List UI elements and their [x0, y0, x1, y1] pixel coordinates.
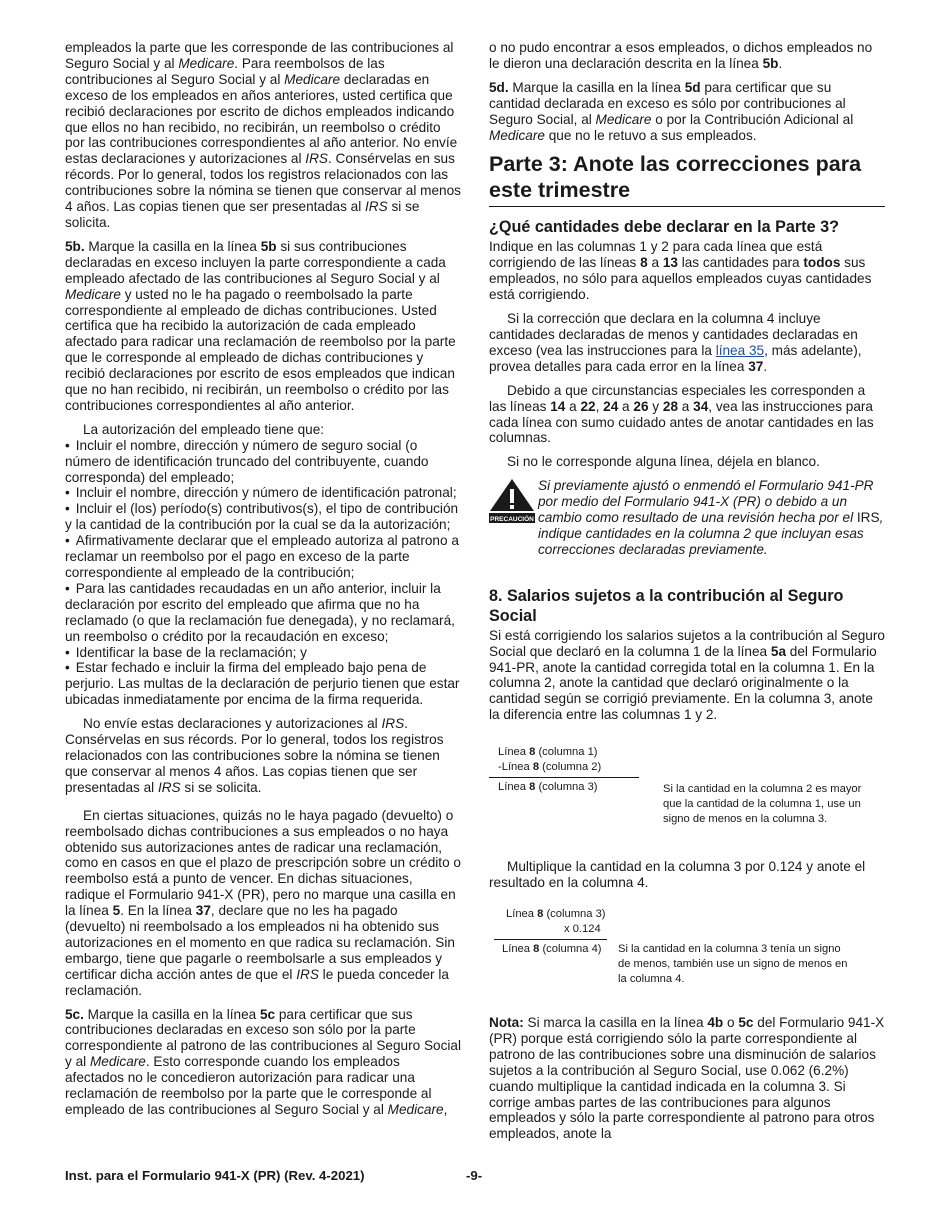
formula-columna-4: Línea 8 (columna 3) x 0.124 Línea 8 (columna 4) Si la cantidad en la columna 3 tenía un signo de menos, también use un signo de menos en la columna 4.	[489, 897, 885, 1015]
link-linea-35[interactable]: línea 35	[715, 342, 765, 358]
formula-columna-3: Línea 8 (columna 1) -Línea 8 (columna 2) Línea 8 (columna 3) Si la cantidad en la columna 2 es mayor que la cantidad de la columna 1, use un signo de menos en la columna 3.	[489, 737, 885, 847]
list-item: • Incluir el (los) período(s) contributivos(s), el tipo de contribución y la cantidad de la contribución por la cual se da la autorización;	[65, 501, 461, 533]
formula-note: Si la cantidad en la columna 2 es mayor que la cantidad de la columna 1, use un signo de menos en la columna 3.	[663, 783, 862, 826]
section-8-heading: 8. Salarios sujetos a la contribución al Seguro Social	[489, 586, 844, 625]
paragraph-salarios: Si está corrigiendo los salarios sujetos a la contribución al Seguro Social que declaró en la columna 1 de la línea 5a del Formulario 941-PR, anote la cantidad corregida total en la columna 1. En la columna 2, anote la cantidad que declaró originalmente o la cantidad según se corrigió previamente. En la columna 3, anote la diferencia entre las columnas 1 y 2.	[489, 627, 885, 723]
paragraph-circunstancias: Debido a que circunstancias especiales les corresponden a las líneas 14 a 22, 24 a 26 y 28 a 34, vea las instrucciones para cada línea con sumo cuidado antes de anotar cantidades en las columnas.	[489, 382, 874, 446]
left-column	[65, 40, 461, 1126]
paragraph-5c: 5c. Marque la casilla en la línea 5c para certificar que sus contribuciones declaradas en exceso son sólo por la parte correspondiente al patrono de las contribuciones al Seguro Social y al Medicare. Esto corresponde cuando los empleados afectados no le concedieron autorización para radicar una reclamación de reembolso por la parte que le corresponde al empleado de las contribuciones al Seguro Social y al Medicare,	[65, 1006, 461, 1117]
footer-form-title: Inst. para el Formulario 941-X (PR) (Rev. 4-2021)	[65, 1168, 365, 1183]
list-item: • Incluir el nombre, dirección y número de seguro social (o número de identificación truncado del contribuyente, cuando corresponda) del empleado;	[65, 438, 461, 486]
list-item: • Estar fechado e incluir la firma del empleado bajo pena de perjurio. Las multas de la declaración de perjurio tienen que estar ubicadas inmediatamente por encima de la firma requerida.	[65, 660, 461, 708]
paragraph-columnas: Indique en las columnas 1 y 2 para cada línea que está corrigiendo de las líneas 8 a 13 las cantidades para todos sus empleados, no sólo para aquellos empleados cuyas cantidades está corrigiendo.	[489, 239, 872, 303]
list-item: • Para las cantidades recaudadas en un año anterior, incluir la declaración por escrito del empleado que afirma que no ha reclamado (o que la reclamación fue denegada), y no reclamará, un reembolso o crédito por la recaudación en exceso;	[65, 581, 461, 645]
caution-note: PRECAUCIÓN Si previamente ajustó o enmendó el Formulario 941-PR por medio del Formulario 941-X (PR) o debido a un cambio como resultado de una revisión hecha por el IRS, indique cantidades en la columna 2 que incluyan esas correcciones declaradas previamente.	[490, 478, 884, 557]
paragraph-5b-cont: o no pudo encontrar a esos empleados, o dichos empleados no le dieron una declaración descrita en la línea 5b.	[489, 40, 873, 71]
paragraph-en-blanco: Si no le corresponde alguna línea, déjela en blanco.	[507, 454, 820, 470]
authorization-list	[65, 438, 461, 708]
paragraph-reembolsos: empleados la parte que les corresponde de las contribuciones al Seguro Social y al Medicare. Para reembolsos de las contribuciones al Seguro Social y al Medicare declaradas en exceso de los empleados en años anteriores, usted certifica que recibió declaraciones por escrito de dichos empleados indicando que ellos no han recibido, no recibirán, un reembolso o crédito por las contribuciones correspondientes al año anterior. No envíe estas declaraciones y autorizaciones al IRS. Consérvelas en sus récords. Por lo general, todos los registros relacionados con las contribuciones sobre la nómina se tienen que conservar al menos 4 años. Las copias tienen que ser presentadas al IRS si se solicita.	[65, 40, 461, 230]
paragraph-autorizacion: La autorización del empleado tiene que:	[83, 421, 325, 437]
question-heading: ¿Qué cantidades debe declarar en la Parte 3?	[489, 218, 839, 237]
part3-heading: Parte 3: Anote las correcciones para este trimestre	[489, 151, 885, 207]
caution-label: PRECAUCIÓN	[490, 516, 534, 524]
paragraph-5b: 5b. Marque la casilla en la línea 5b si sus contribuciones declaradas en exceso incluyen la parte correspondiente a cada empleado afectado de las contribuciones al Seguro Social y al Medicare y usted no le ha pagado o reembolsado la parte correspondiente al empleado de dichas contribuciones. Usted certifica que ha recibido la autorización de cada empleado afectado para radicar una reclamación de reembolso por la parte que le corresponde al empleado de dichas contribuciones y recibió declaraciones por escrito de esos empleados que indican que no han recibido, ni recibirán, un reembolso o crédito por las contribuciones correspondientes al año anterior.	[65, 238, 456, 413]
formula-note: Si la cantidad en la columna 3 tenía un signo de menos, también use un signo de menos en la columna 4.	[618, 943, 848, 985]
list-item: • Identificar la base de la reclamación; y	[65, 645, 461, 661]
list-item: • Incluir el nombre, dirección y número de identificación patronal;	[65, 485, 461, 501]
paragraph-multiplique: Multiplique la cantidad en la columna 3 por 0.124 y anote el resultado en la columna 4.	[489, 859, 866, 891]
paragraph-no-envie: No envíe estas declaraciones y autorizaciones al IRS. Consérvelas en sus récords. Por lo general, todos los registros relacionados con las contribuciones sobre la nómina se tienen que conservar al menos 4 años. Las copias tienen que ser presentadas al IRS si se solicita.	[65, 716, 444, 795]
paragraph-5d: 5d. Marque la casilla en la línea 5d para certificar que su cantidad declarada en exceso es sólo por contribuciones al Seguro Social, al Medicare o por la Contribución Adicional al Medicare que no le retuvo a sus empleados.	[489, 79, 854, 143]
paragraph-situaciones: En ciertas situaciones, quizás no le haya pagado (devuelto) o reembolsado dichas contribuciones a sus empleados o no haya obtenido sus autorizaciones antes de radicar una reclamación, como en casos en que el plazo de prescripción sobre un crédito o reembolso está a punto de vencer. En dichas situaciones, radique el Formulario 941-X (PR), pero no marque una casilla en la línea 5. En la línea 37, declare que no les ha pagado (devuelto) ni reembolsado a los empleados ni ha obtenido sus autorizaciones en el momento en que radica su reclamación. Sin embargo, tiene que pagarle o reembolsarle a sus empleados y certificar dicha acción antes de que el IRS le pueda conceder la reclamación.	[65, 807, 461, 998]
right-column	[489, 40, 885, 1150]
caution-icon	[489, 478, 535, 523]
page-number: -9-	[466, 1168, 483, 1183]
list-item: • Afirmativamente declarar que el empleado autoriza al patrono a reclamar un reembolso por el pago en exceso de la parte correspondiente al empleado de la contribución;	[65, 533, 461, 581]
paragraph-correccion: Si la corrección que declara en la columna 4 incluye cantidades declaradas de menos y cantidades declaradas en exceso (vea las instrucciones para la línea 35, más adelante), provea detalles para cada error en la línea 37.	[489, 311, 862, 374]
paragraph-nota: Nota: Si marca la casilla en la línea 4b o 5c del Formulario 941-X (PR) porque está corrigiendo sólo la parte correspondiente al patrono de las contribuciones sobre una disminución de salarios sujetos a la contribución al Seguro Social, use 0.062 (6.2%) cuando multiplique la cantidad indicada en la columna 3. Si corrige ambas partes de las contribuciones para algunos empleados y sólo la parte correspondiente al patrono para otros empleados, anote la	[489, 1015, 885, 1142]
